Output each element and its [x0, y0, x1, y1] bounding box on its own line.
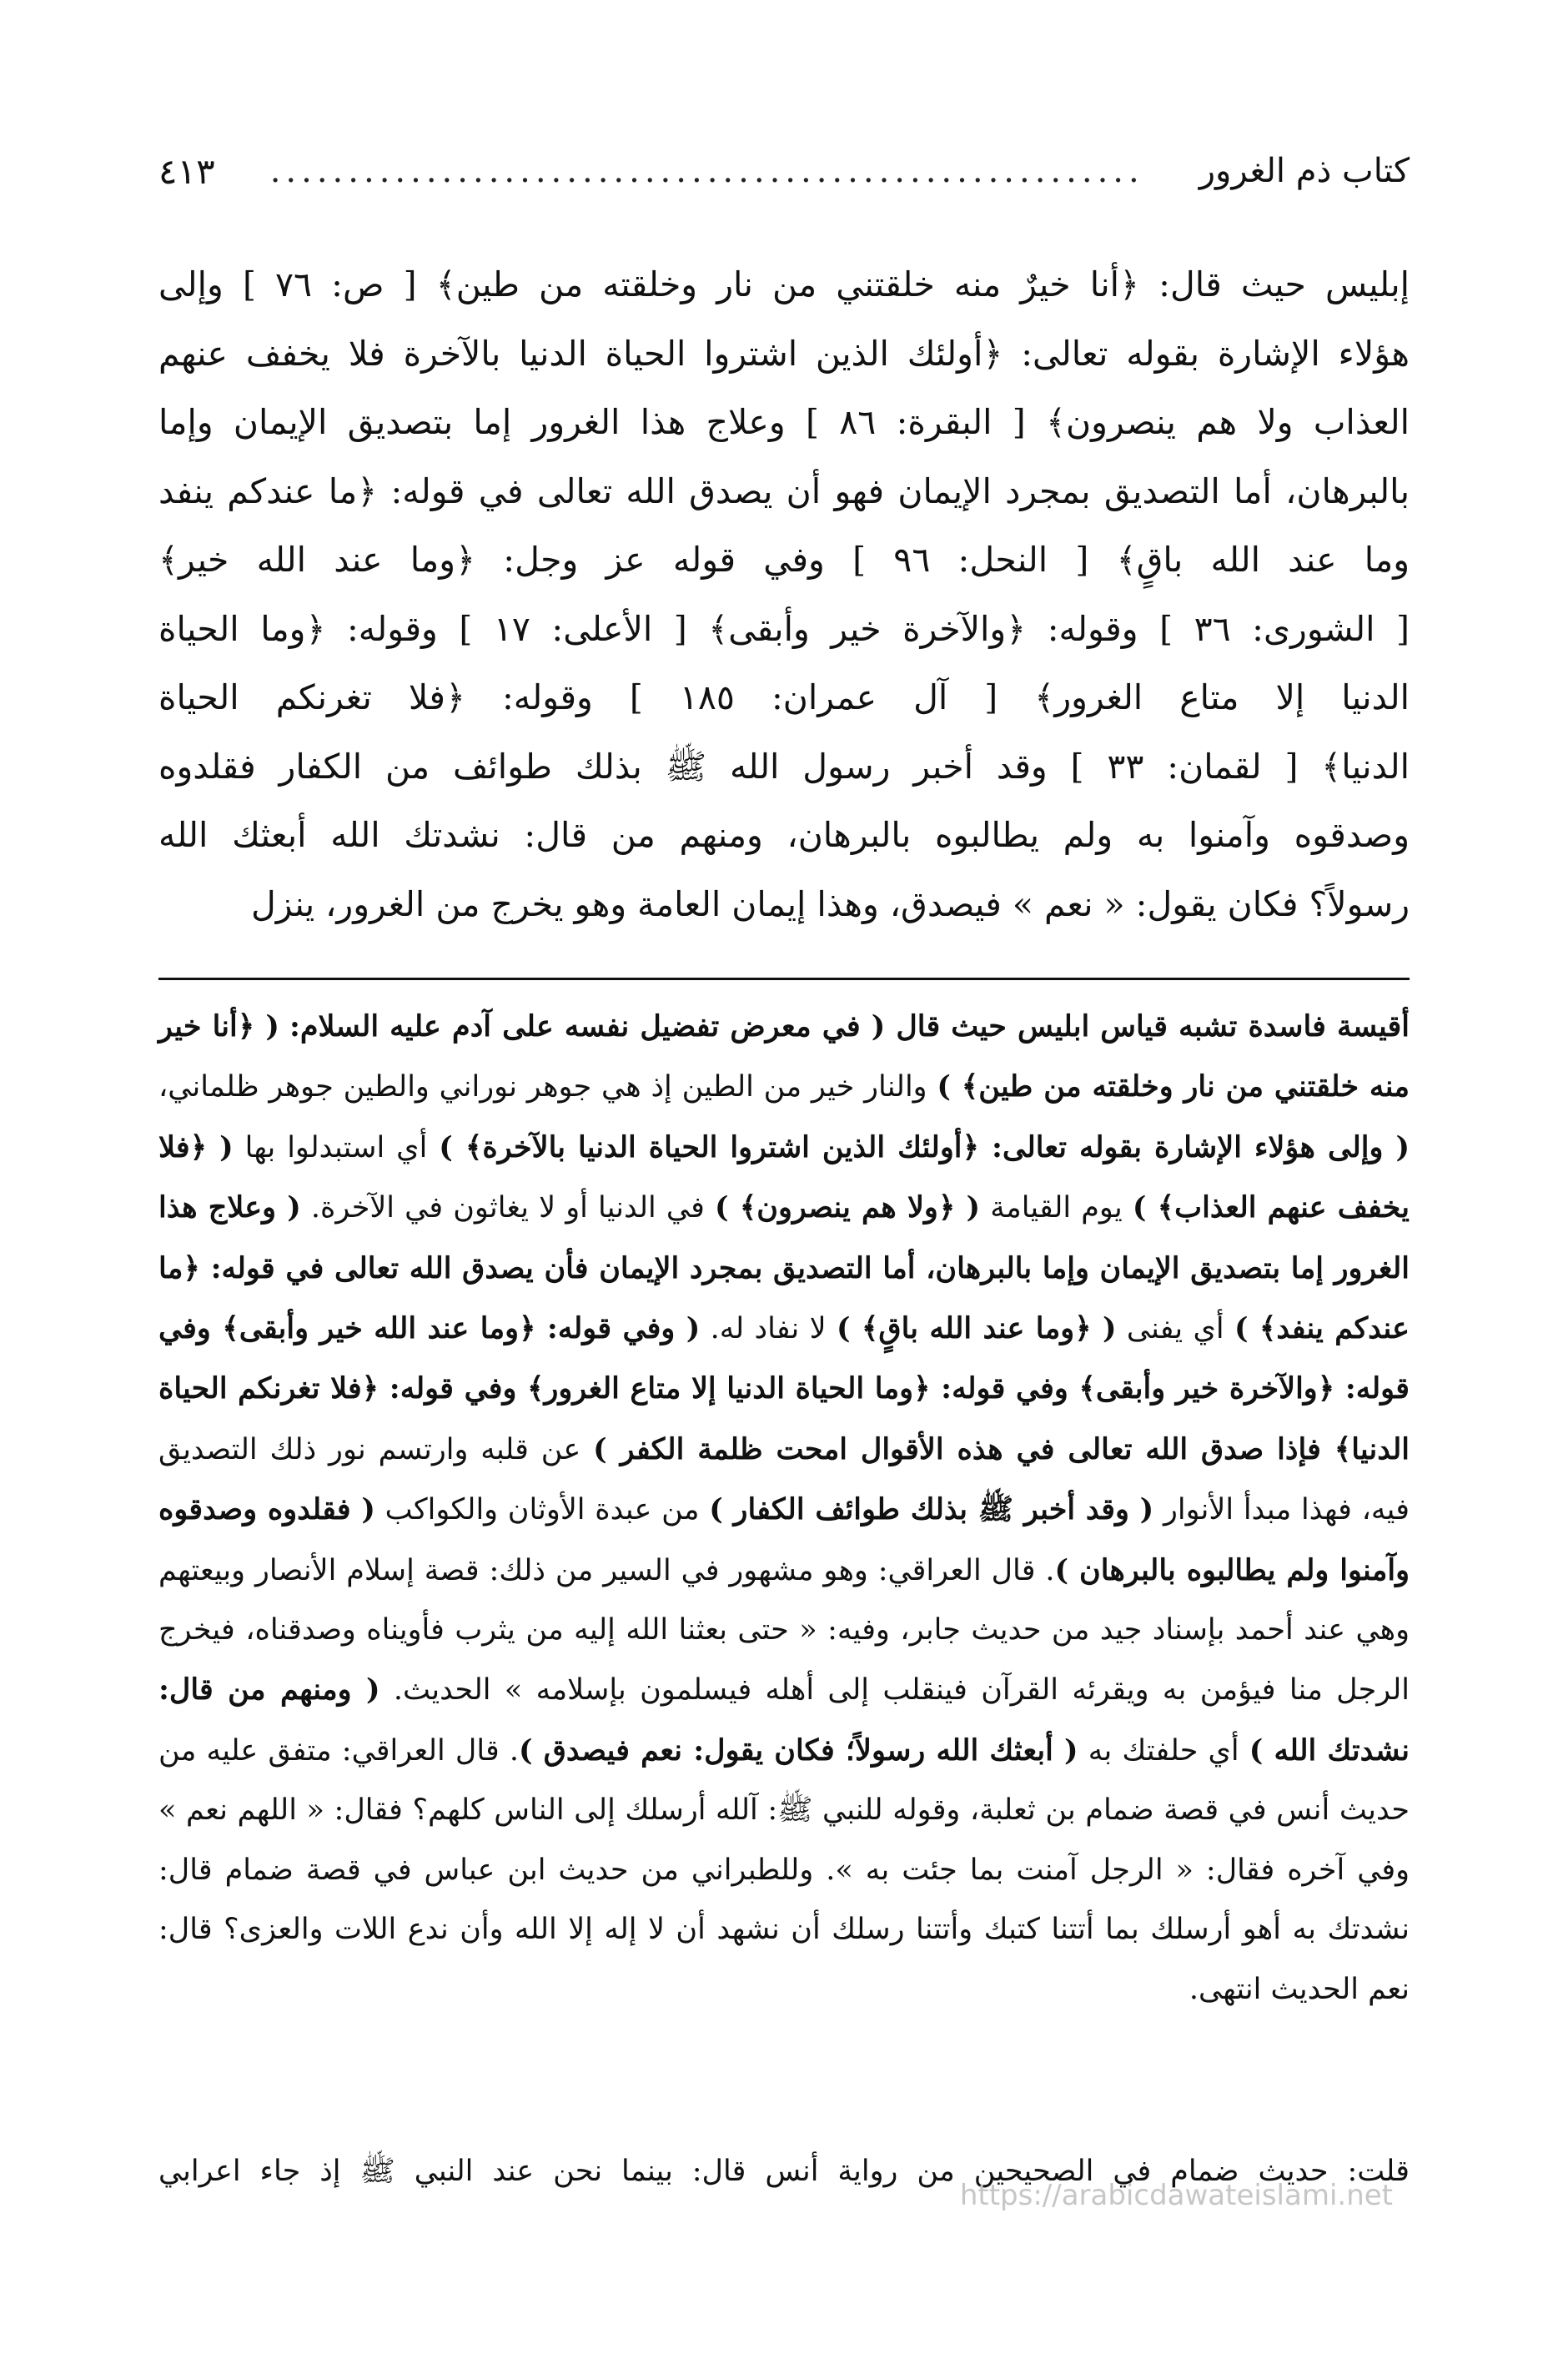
page-number: ٤١٣ — [158, 150, 215, 192]
main-text-line: هؤلاء الإشارة بقوله تعالى: ﴿أولئك الذين اشتروا الحياة الدنيا بالآخرة فلا يخفف عنهم — [158, 333, 1410, 374]
commentary-explanation: والنار خير من الطين إذ هي جوهر نوراني والطين جوهر ظلماني، — [158, 1070, 937, 1104]
commentary-quoted-text: ( وقد أخبر ﷺ بذلك طوائف الكفار ) — [709, 1492, 1154, 1527]
commentary-quoted-text: ( أبعثك الله رسولاً؛ فكان يقول: نعم فيصدق ) — [519, 1733, 1078, 1768]
commentary-explanation: في الدنيا أو لا يغاثون في الآخرة. — [300, 1191, 715, 1225]
commentary-explanation: من عبدة الأوثان والكواكب — [374, 1493, 710, 1527]
commentary-explanation: . قال العراقي: وهو مشهور في السير من ذلك: قصة إسلام الأنصار وبيعتهم وهي عند أحمد بإسناد جيد من حديث جابر، وفيه: « حتى بعثنا الله إليه من يثرب فأويناه وصدقناه، فيخرج الرجل منا فيؤمن به ويقرئه القرآن فينقلب إلى أهله فيسلمون بإسلامه » الحديث. — [158, 1553, 1410, 1708]
watermark-url: https://arabicdawateislami.net — [959, 2179, 1393, 2212]
main-text-line: وصدقوه وآمنوا به ولم يطالبوه بالبرهان، ومنهم من قال: نشدتك الله أبعثك الله — [158, 815, 1410, 855]
commentary-quoted-text: ( وفي قوله: ﴿وما عند الله خير وأبقى﴾ وفي قوله: ﴿والآخرة خير وأبقى﴾ وفي قوله: ﴿وما الحياة الدنيا إلا متاع الغرور﴾ وفي قوله: ﴿فلا تغرنكم الحياة الدنيا﴾ فإذا صدق الله تعالى في هذه الأقوال امحت ظلمة الكفر ) — [158, 1311, 1410, 1466]
commentary-explanation: . قال العراقي: متفق عليه من حديث أنس في قصة ضمام بن ثعلبة، وقوله للنبي ﷺ: آلله أرسلك إلى الناس كلهم؟ فقال: « اللهم نعم » وفي آخره فقال: « الرجل آمنت بما جئت به ». وللطبراني من حديث ابن عباس في قصة ضمام قال: نشدتك به أهو أرسلك بما أتتنا كتبك وأتتنا رسلك أن نشهد أن لا إله إلا الله وأن ندع اللات والعزى؟ قال: نعم الحديث انتهى. — [158, 1733, 1410, 2006]
running-header — [158, 142, 1410, 200]
main-text-line: رسولاً؟ فكان يقول: « نعم » فيصدق، وهذا إيمان العامة وهو يخرج من الغرور، ينزل — [250, 883, 1410, 924]
main-text-block — [158, 250, 1410, 938]
commentary-explanation: يوم القيامة — [980, 1191, 1133, 1225]
main-text-line: [ الشورى: ٣٦ ] وقوله: ﴿والآخرة خير وأبقى﴾ [ الأعلى: ١٧ ] وقوله: ﴿وما الحياة — [158, 608, 1410, 649]
commentary-quoted-text: ( ﴿وما عند الله باقٍ﴾ ) — [836, 1311, 1117, 1346]
commentary-quoted-text: أقيسة فاسدة تشبه قياس ابليس حيث قال ( في معرض تفضيل نفسه على آدم عليه السلام: — [289, 1009, 1410, 1044]
header-leader-dots: ........................................................ — [269, 152, 1144, 190]
commentary-quoted-text: ( ومنهم من قال: نشدتك الله ) — [158, 1672, 1410, 1768]
commentary-explanation: أي يفنى — [1116, 1312, 1234, 1346]
main-text-line: العذاب ولا هم ينصرون﴾ [ البقرة: ٨٦ ] وعلاج هذا الغرور إما بتصديق الإيمان وإما — [158, 402, 1410, 442]
commentary-quoted-text: ( وإلى هؤلاء الإشارة بقوله تعالى: ﴿أولئك الذين اشتروا الحياة الدنيا بالآخرة﴾ ) — [439, 1129, 1410, 1164]
commentary-quoted-text: ( ﴿أنا خير منه خلقتني من نار وخلقته من طين﴾ ) — [158, 1009, 1410, 1104]
commentary-quoted-text: ( فقلدوه وصدقوه وآمنوا ولم يطالبوه بالبرهان ) — [158, 1492, 1410, 1587]
main-text-line: إبليس حيث قال: ﴿أنا خيرٌ منه خلقتني من نار وخلقته من طين﴾ [ ص: ٧٦ ] وإلى — [158, 264, 1410, 304]
main-text-line: وما عند الله باقٍ﴾ [ النحل: ٩٦ ] وفي قوله عز وجل: ﴿وما عند الله خير﴾ — [158, 540, 1410, 580]
commentary-paragraph — [158, 997, 1410, 2019]
commentary-explanation: أي استبدلوا بها — [233, 1130, 440, 1164]
running-header-title: كتاب ذم الغرور — [1199, 152, 1410, 190]
main-text-line: الدنيا﴾ [ لقمان: ٣٣ ] وقد أخبر رسول الله ﷺ بذلك طوائف من الكفار فقلدوه — [158, 746, 1410, 787]
commentary-explanation: عن قلبه وارتسم نور ذلك التصديق فيه، فهذا مبدأ الأنوار — [158, 1432, 1410, 1527]
commentary-quoted-text: ( وعلاج هذا الغرور إما بتصديق الإيمان وإما بالبرهان، أما التصديق بمجرد الإيمان فأن يصدق الله تعالى في قوله: ﴿ما عندكم ينفد﴾ ) — [158, 1190, 1410, 1346]
commentary-explanation: أي حلفتك به — [1078, 1733, 1249, 1768]
main-text-line: بالبرهان، أما التصديق بمجرد الإيمان فهو أن يصدق الله تعالى في قوله: ﴿ما عندكم ينفد — [158, 470, 1410, 511]
commentary-explanation: لا نفاد له. — [700, 1312, 837, 1346]
commentary-block — [158, 997, 1410, 2019]
main-text-line: الدنيا إلا متاع الغرور﴾ [ آل عمران: ١٨٥ ] وقوله: ﴿فلا تغرنكم الحياة — [158, 677, 1410, 717]
commentary-quoted-text: ( ﴿ولا هم ينصرون﴾ ) — [714, 1190, 981, 1225]
commentary-quoted-text: ( ﴿فلا يخفف عنهم العذاب﴾ ) — [158, 1129, 1410, 1225]
footnote-separator — [158, 978, 1410, 980]
closing-note-line: قلت: حديث ضمام في الصحيحين من رواية أنس قال: بينما نحن عند النبي ﷺ إذ جاء اعرابي — [158, 2155, 1410, 2188]
